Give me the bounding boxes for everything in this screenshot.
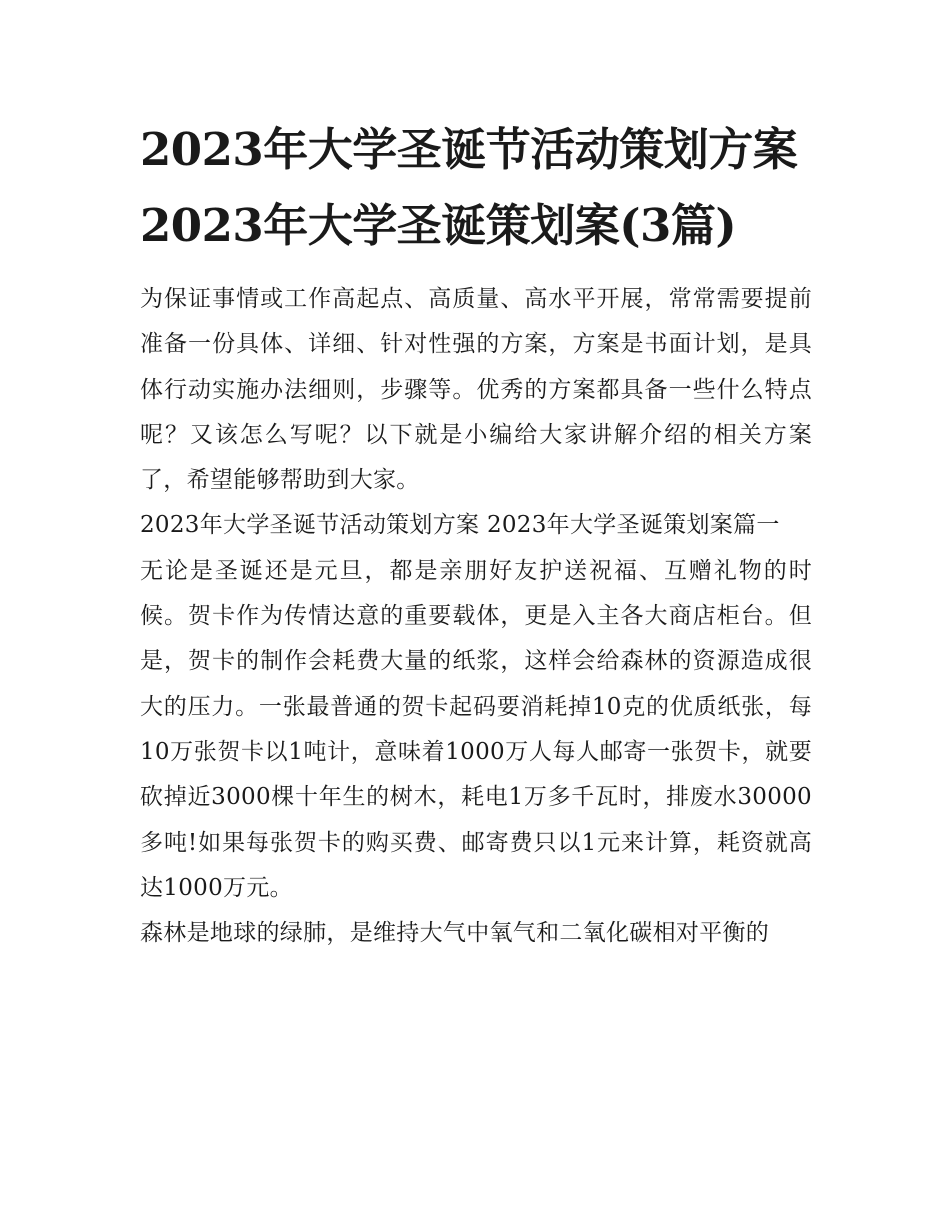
document-title: 2023年大学圣诞节活动策划方案 2023年大学圣诞策划案(3篇) xyxy=(140,123,798,252)
body-paragraph: 森林是地球的绿肺，是维持大气中氧气和二氧化碳相对平衡的 xyxy=(140,920,770,947)
document-page xyxy=(140,112,812,956)
body-paragraph: 无论是圣诞还是元旦，都是亲朋好友护送祝福、互赠礼物的时候。贺卡作为传情达意的重要载体，更是入主各大商店柜台。但是，贺卡的制作会耗费大量的纸浆，这样会给森林的资源造成很大的压力。一张最普通的贺卡起码要消耗掉10克的优质纸张，每10万张贺卡以1吨计，意味着1000万人每人邮寄一张贺卡，就要砍掉近3000棵十年生的树木，耗电1万多千瓦时，排废水30000多吨!如果每张贺卡的购买费、邮寄费只以1元来计算，耗资就高达1000万元。 xyxy=(140,557,812,901)
intro-paragraph: 为保证事情或工作高起点、高质量、高水平开展，常常需要提前准备一份具体、详细、针对性强的方案，方案是书面计划，是具体行动实施办法细则，步骤等。优秀的方案都具备一些什么特点呢？又该怎么写呢？以下就是小编给大家讲解介绍的相关方案了，希望能够帮助到大家。 xyxy=(140,286,812,494)
section-heading-paragraph: 2023年大学圣诞节活动策划方案 2023年大学圣诞策划案篇一 xyxy=(140,512,780,539)
